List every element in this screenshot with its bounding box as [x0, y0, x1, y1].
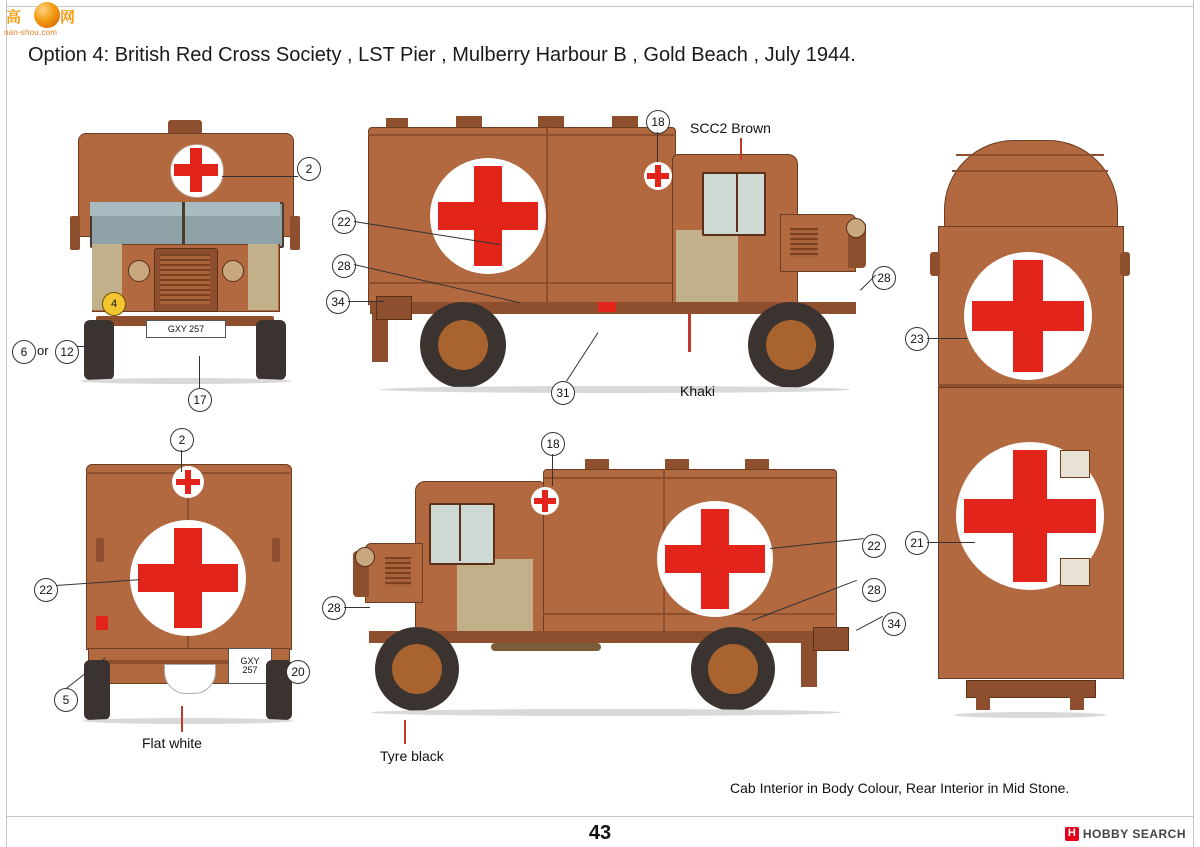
watermark-logo [4, 2, 78, 42]
page-border-top [6, 6, 1194, 7]
callout-rear-20 [286, 660, 310, 684]
callout-left-34 [882, 612, 906, 636]
callout-front-2-value: 2 [305, 162, 313, 176]
callout-rear-22 [34, 578, 58, 602]
callout-left-28a-value: 28 [327, 601, 341, 615]
interior-colour-note: Cab Interior in Body Colour, Rear Interior in Mid Stone. [730, 780, 1070, 796]
rear-plate-line2: 257 [242, 665, 258, 675]
callout-rear-5-value: 5 [62, 693, 70, 707]
hobby-search-mark-icon [1065, 827, 1079, 841]
right-side-view [350, 110, 880, 400]
hobby-search-logo [1065, 827, 1186, 841]
callout-left-18-value: 18 [546, 437, 560, 451]
callout-left-22 [862, 534, 886, 558]
page-number: 43 [588, 822, 612, 844]
callout-right-31 [551, 381, 575, 405]
callout-right-31-value: 31 [556, 386, 570, 400]
callout-front-2 [297, 157, 321, 181]
callout-left-18 [541, 432, 565, 456]
watermark-url: nan-shou.com [4, 28, 58, 37]
label-khaki: Khaki [680, 383, 716, 399]
top-plan-view [930, 140, 1130, 730]
callout-top-23-value: 23 [910, 332, 924, 346]
watermark-cn-right: 网 [60, 10, 76, 26]
callout-left-28a [322, 596, 346, 620]
callout-left-34-value: 34 [887, 617, 901, 631]
rear-plate-line1: GXY [240, 656, 260, 666]
page-border-bottom [6, 816, 1194, 817]
callout-front-17-value: 17 [193, 393, 207, 407]
callout-rear-20-value: 20 [291, 665, 305, 679]
rear-view [68, 450, 308, 730]
callout-left-28b-value: 28 [867, 583, 881, 597]
callout-front-12-value: 12 [60, 345, 74, 359]
front-view [60, 120, 310, 410]
front-plate-text: GXY 257 [167, 323, 205, 334]
callout-front-6 [12, 340, 36, 364]
callout-right-28b [872, 266, 896, 290]
callout-rear-2 [170, 428, 194, 452]
bridge-class-value: 4 [110, 298, 118, 310]
label-scc2-brown: SCC2 Brown [690, 120, 771, 136]
callout-front-12 [55, 340, 79, 364]
callout-rear-2-value: 2 [178, 433, 186, 447]
callout-right-18-value: 18 [651, 115, 665, 129]
callout-right-34 [326, 290, 350, 314]
hobby-search-text: HOBBY SEARCH [1082, 827, 1186, 841]
front-number-plate [146, 320, 226, 338]
left-side-view [345, 455, 875, 725]
callout-top-23 [905, 327, 929, 351]
callout-rear-22-value: 22 [39, 583, 53, 597]
watermark-cn-left: 高 [6, 10, 22, 26]
bridge-class-disc [102, 292, 126, 316]
callout-right-22 [332, 210, 356, 234]
label-tyre-black: Tyre black [380, 748, 444, 764]
callout-right-28 [332, 254, 356, 278]
page-title: Option 4: British Red Cross Society , LST Pier , Mulberry Harbour B , Gold Beach , July 1944. [28, 44, 856, 66]
page-border-right [1193, 0, 1194, 847]
callout-rear-5 [54, 688, 78, 712]
callout-top-21 [905, 531, 929, 555]
callout-right-22-value: 22 [337, 215, 351, 229]
callout-front-6-value: 6 [20, 345, 28, 359]
callout-left-22-value: 22 [867, 539, 881, 553]
callout-front-or: or [37, 343, 49, 358]
callout-left-28b [862, 578, 886, 602]
callout-right-28b-value: 28 [877, 271, 891, 285]
callout-front-17 [188, 388, 212, 412]
callout-right-28-value: 28 [337, 259, 351, 273]
watermark-ball-icon [34, 2, 60, 28]
label-flat-white: Flat white [142, 735, 202, 751]
callout-right-34-value: 34 [331, 295, 345, 309]
page-border-left [6, 0, 7, 847]
callout-top-21-value: 21 [910, 536, 924, 550]
callout-right-18 [646, 110, 670, 134]
